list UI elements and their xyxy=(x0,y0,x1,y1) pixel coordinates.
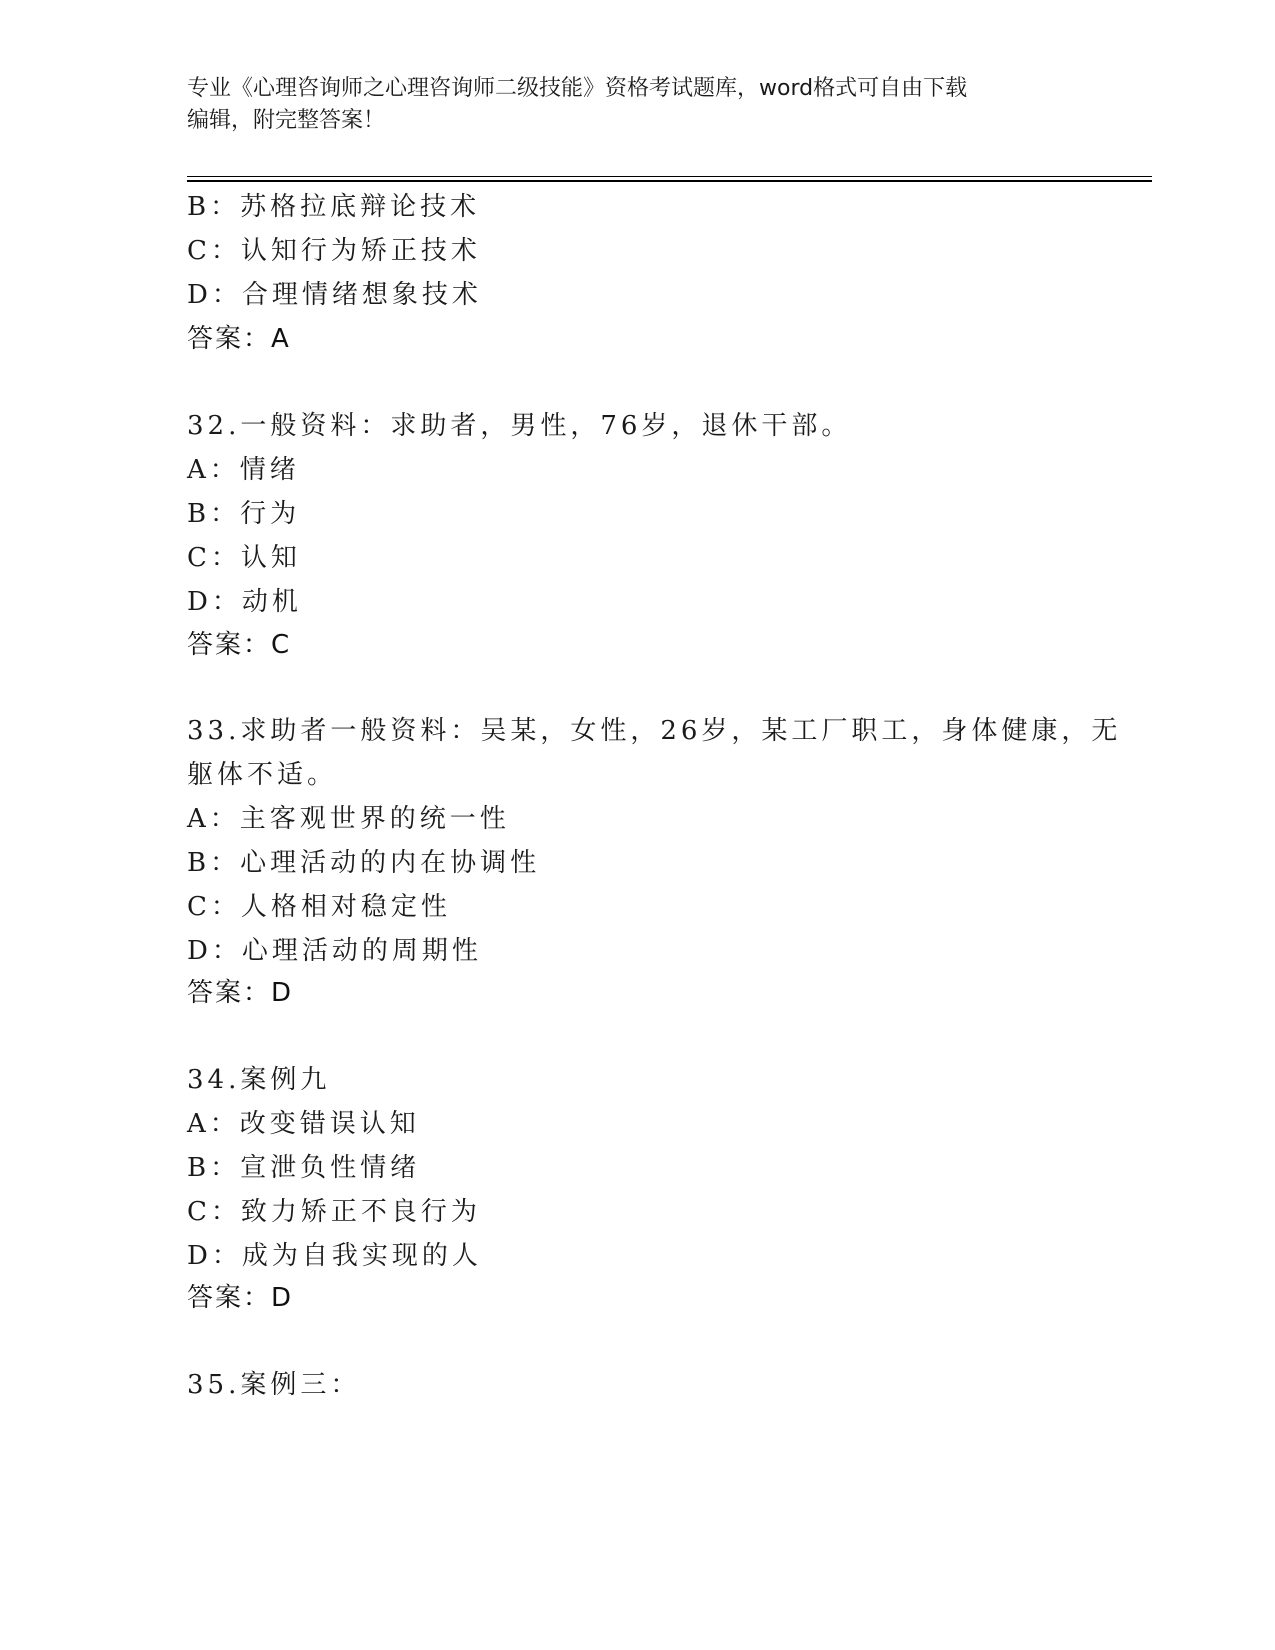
q32-option-d: D：动机 xyxy=(187,587,302,617)
q34-option-d: D：成为自我实现的人 xyxy=(187,1241,482,1271)
header-line-2: 编辑，附完整答案！ xyxy=(187,108,386,133)
answer-label: 答案： xyxy=(187,1283,272,1313)
q33-answer xyxy=(187,972,291,1009)
q31-option-b: B：苏格拉底辩论技术 xyxy=(187,192,481,222)
answer-value: D xyxy=(271,978,292,1008)
answer-label: 答案： xyxy=(187,978,272,1008)
q31-answer xyxy=(187,318,289,355)
answer-label: 答案： xyxy=(187,630,272,660)
q32-option-a: A：情绪 xyxy=(187,455,300,485)
q33-option-b: B：心理活动的内在协调性 xyxy=(187,848,541,878)
header-line-1: 专业《心理咨询师之心理咨询师二级技能》资格考试题库，word格式可自由下载 xyxy=(187,76,968,101)
q32-answer xyxy=(187,624,289,661)
q32-stem: 32.一般资料：求助者，男性，76岁，退休干部。 xyxy=(187,411,852,441)
answer-value: D xyxy=(271,1283,292,1313)
q33-option-c: C：人格相对稳定性 xyxy=(187,892,451,922)
page-header xyxy=(187,73,1087,137)
q34-stem: 34.案例九 xyxy=(187,1065,331,1095)
q31-option-d: D：合理情绪想象技术 xyxy=(187,280,482,310)
header-divider-thick xyxy=(187,180,1152,182)
q34-option-b: B：宣泄负性情绪 xyxy=(187,1153,421,1183)
q33-stem-line-2: 躯体不适。 xyxy=(187,760,338,790)
q35-stem: 35.案例三： xyxy=(187,1370,361,1400)
q32-option-b: B：行为 xyxy=(187,499,301,529)
q33-option-d: D：心理活动的周期性 xyxy=(187,936,482,966)
q33-stem-line-1: 33.求助者一般资料：吴某，女性，26岁，某工厂职工，身体健康，无 xyxy=(187,716,1122,746)
q33-option-a: A：主客观世界的统一性 xyxy=(187,804,510,834)
q31-option-c: C：认知行为矫正技术 xyxy=(187,236,481,266)
header-divider-thin xyxy=(187,176,1152,177)
q34-option-c: C：致力矫正不良行为 xyxy=(187,1197,481,1227)
q34-answer xyxy=(187,1277,291,1314)
answer-value: A xyxy=(271,324,289,354)
answer-value: C xyxy=(271,630,290,660)
q32-option-c: C：认知 xyxy=(187,543,301,573)
answer-label: 答案： xyxy=(187,324,272,354)
q34-option-a: A：改变错误认知 xyxy=(187,1109,420,1139)
